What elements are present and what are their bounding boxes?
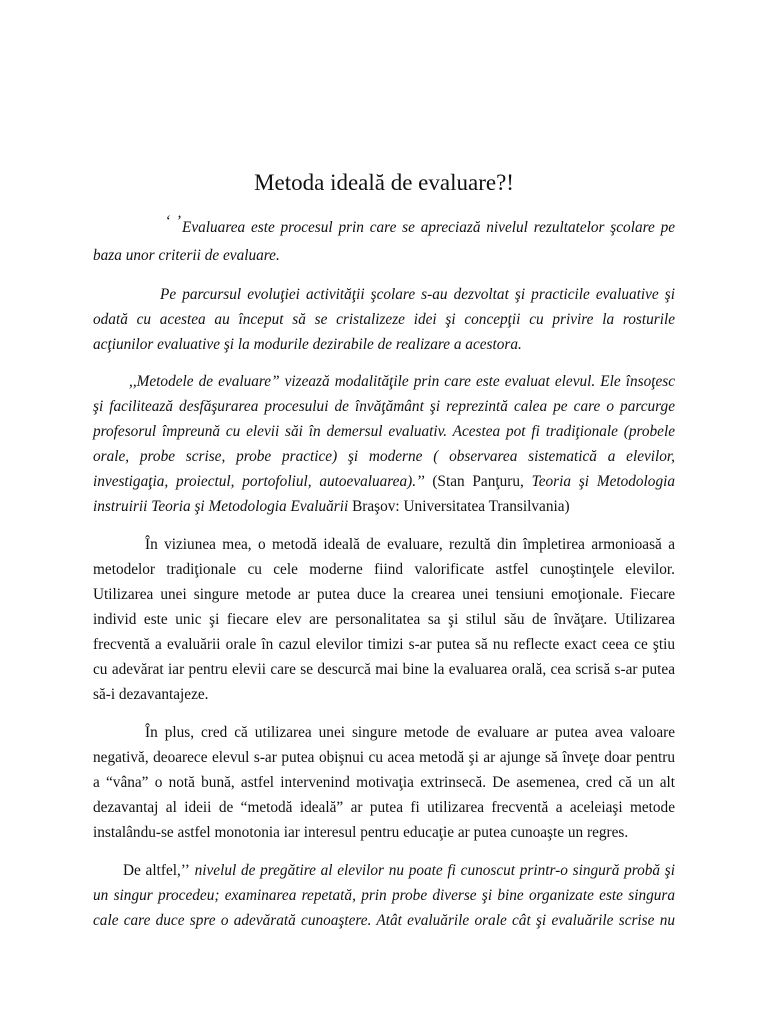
text-segment: În plus, cred că utilizarea unei singure metode de evaluare ar putea avea valoare <box>145 724 675 741</box>
quoted-text-segment: cale care duce spre o adevărată cunoaştere. Atât evaluările orale cât şi evaluările scrise nu <box>93 912 675 929</box>
text-segment: individ este unic şi fiecare elev are personalitatea sa şi stilul său de învăţare. Utilizarea <box>93 611 675 628</box>
text-line <box>93 908 675 933</box>
text-line <box>93 444 675 469</box>
text-line <box>93 858 675 883</box>
text-segment: orale, probe scrise, probe practice) şi moderne ( observarea sistematică a elevilor, <box>93 448 675 465</box>
text-line <box>93 745 675 770</box>
text-line <box>93 214 675 242</box>
text-segment: metodelor tradiţionale cu cele moderne fiind valorificate astfel cunoştinţele elevilor. <box>93 561 675 578</box>
text-line <box>93 720 675 745</box>
text-segment: cu adevărat iar pentru elevii care se descurcă mai bine la evaluarea orală, cea scrisă s-ar putea <box>93 661 675 678</box>
text-segment: instalându-se astfel monotonia iar interesul pentru educaţie ar putea cunoaşte un regres. <box>93 824 629 841</box>
text-segment: profesorul împreună cu elevii săi în demersul evaluativ. Acestea pot fi tradiţionale (probele <box>93 423 675 440</box>
text-segment: Utilizarea unei singure metode ar putea duce la crearea unei tensiuni emoţionale. Fiecare <box>93 586 675 603</box>
text-line <box>93 682 675 707</box>
text-line <box>93 770 675 795</box>
text-segment: să-i dezavantajeze. <box>93 686 209 703</box>
text-segment: Evaluarea este procesul prin care se apreciază nivelul rezultatelor şcolare pe <box>182 219 676 236</box>
text-line <box>93 494 675 519</box>
text-line <box>93 332 675 357</box>
text-line <box>93 582 675 607</box>
text-segment: Pe parcursul evoluţiei activităţii şcolare s-au dezvoltat şi practicile evaluative şi <box>160 286 675 303</box>
text-line <box>93 369 675 394</box>
text-line <box>93 820 675 845</box>
text-line <box>93 657 675 682</box>
text-segment: frecventă a evaluării orale în cazul elevilor timizi s-ar putea să nu reflecte exact ceea ce ştiu <box>93 636 675 653</box>
text-segment: odată cu acestea au început să se cristalizeze idei şi concepţii cu privire la rosturile <box>93 311 675 328</box>
quoted-text-segment: nivelul de pregătire al elevilor nu poate fi cunoscut printr-o singură probă şi <box>189 862 676 879</box>
citation-book-title: instruirii Teoria şi Metodologia Evaluării <box>93 498 349 515</box>
paragraph-quotation <box>93 369 675 519</box>
text-line <box>93 607 675 632</box>
text-line <box>93 307 675 332</box>
text-line <box>93 795 675 820</box>
document-title: Metoda ideală de evaluare?! <box>254 170 514 195</box>
text-line <box>93 532 675 557</box>
text-segment: şi facilitează desfăşurarea procesului de învăţământ şi reprezintă calea pe care o parcurge <box>93 398 675 415</box>
paragraph-opinion <box>93 532 675 707</box>
paragraph-history <box>93 282 675 357</box>
quoted-text-segment: un singur procedeu; examinarea repetată, prin probe diverse şi bine organizate este singura <box>93 887 675 904</box>
citation-book-title: Teoria şi Metodologia <box>531 473 675 490</box>
text-line <box>93 242 675 270</box>
text-line <box>93 632 675 657</box>
text-segment: acţiunilor evaluative şi la modurile dezirabile de realizare a acestora. <box>93 336 522 353</box>
text-segment: ,,Metodele de evaluare” vizează modalităţile prin care este evaluat elevul. Ele însoţesc <box>129 373 675 390</box>
text-line <box>93 394 675 419</box>
paragraph-definition <box>93 214 675 270</box>
paragraph-disadvantages <box>93 720 675 845</box>
opening-quote-mark: ‘ ’ <box>165 213 181 230</box>
text-segment: În viziunea mea, o metodă ideală de evaluare, rezultă din împletirea armonioasă a <box>145 536 675 553</box>
text-line <box>93 883 675 908</box>
paragraph-conclusion <box>93 858 675 933</box>
text-line <box>93 469 675 494</box>
text-line <box>93 282 675 307</box>
text-segment: baza unor criterii de evaluare. <box>93 247 280 264</box>
text-line <box>93 557 675 582</box>
text-line <box>93 419 675 444</box>
text-segment: dezavantaj al ideii de “metodă ideală” ar putea fi utilizarea frecventă a aceleiaşi metode <box>93 799 675 816</box>
citation-publisher: Braşov: Universitatea Transilvania) <box>348 498 570 515</box>
text-segment: a “vâna” o notă bună, astfel intervenind motivaţia extrinsecă. De asemenea, cred că un alt <box>93 774 675 791</box>
text-segment: negativă, deoarece elevul s-ar putea obişnui cu acea metodă şi ar ajunge să înveţe doar pentru <box>93 749 675 766</box>
citation-author: (Stan Panţuru, <box>424 473 532 490</box>
text-segment: De altfel,’’ <box>123 862 190 879</box>
text-segment: investigaţia, proiectul, portofoliul, autoevaluarea).’’ <box>93 473 425 490</box>
